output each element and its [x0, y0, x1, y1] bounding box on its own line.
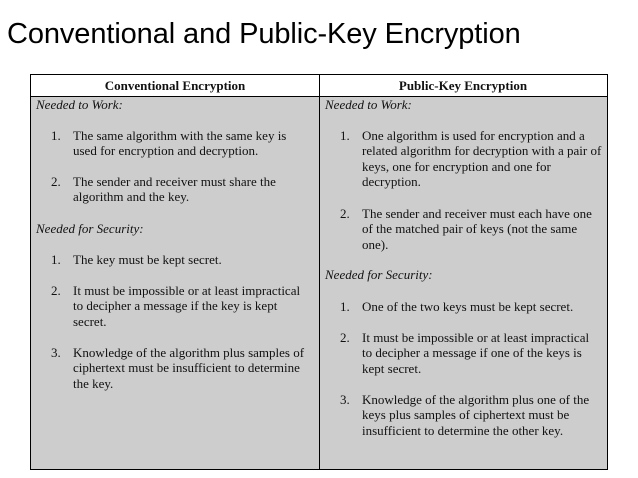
section-heading-needed-to-work: Needed to Work: — [325, 97, 412, 112]
item-text: The sender and receiver must each have one of the matched pair of keys (not the same one). — [362, 206, 592, 252]
section-heading-needed-to-work: Needed to Work: — [36, 97, 123, 112]
section-heading-needed-for-security: Needed for Security: — [325, 267, 433, 282]
item-number: 1. — [51, 252, 61, 267]
item-number: 2. — [51, 174, 61, 189]
item-number: 1. — [340, 128, 350, 143]
section-heading-needed-for-security: Needed for Security: — [36, 221, 144, 236]
item-text: The same algorithm with the same key is used for encryption and decryption. — [73, 128, 287, 159]
item-number: 2. — [340, 330, 350, 345]
conventional-column — [31, 97, 319, 469]
item-number: 3. — [51, 345, 61, 360]
public-key-column — [320, 97, 608, 469]
item-number: 3. — [340, 392, 350, 407]
item-text: The sender and receiver must share the algorithm and the key. — [73, 174, 276, 205]
comparison-table — [30, 74, 608, 470]
column-header-conventional: Conventional Encryption — [31, 75, 319, 97]
item-number: 1. — [51, 128, 61, 143]
item-text: It must be impossible or at least impractical to decipher a message if one of the keys is kept secret. — [362, 330, 590, 376]
column-header-public-key: Public-Key Encryption — [319, 75, 607, 97]
item-text: The key must be kept secret. — [73, 252, 222, 267]
item-text: One algorithm is used for encryption and a related algorithm for decryption with a pair of keys, one for encryption and one for decryption. — [362, 128, 602, 190]
item-number: 2. — [340, 206, 350, 221]
item-number: 2. — [51, 283, 61, 298]
item-text: Knowledge of the algorithm plus samples of ciphertext must be insufficient to determine the key. — [73, 345, 305, 391]
item-number: 1. — [340, 299, 350, 314]
item-text: One of the two keys must be kept secret. — [362, 299, 574, 314]
item-text: Knowledge of the algorithm plus one of the keys plus samples of ciphertext must be insufficient to determine the other key. — [362, 392, 590, 438]
slide-title: Conventional and Public-Key Encryption — [7, 18, 521, 50]
item-text: It must be impossible or at least impractical to decipher a message if the key is kept secret. — [73, 283, 301, 329]
